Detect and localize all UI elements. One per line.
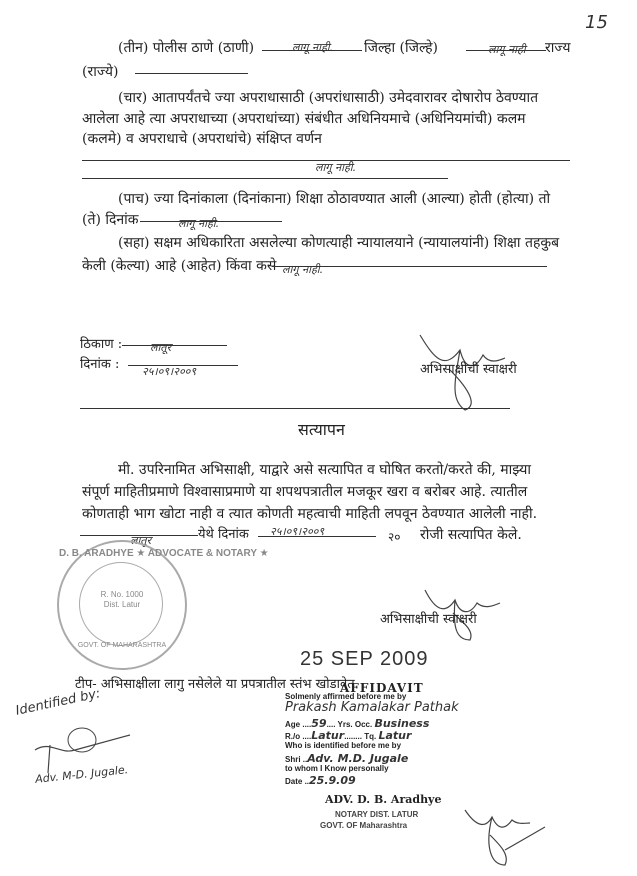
affidavit-title: AFFIDAVIT	[340, 681, 424, 695]
place-label: ठिकाण :	[80, 337, 123, 352]
item3-label: (तीन) पोलीस ठाणे (ठाणी)	[118, 40, 255, 56]
signature-mark-3	[460, 805, 550, 870]
identifier-name: Adv. M-D. Jugale.	[34, 763, 129, 786]
age-value: 59	[311, 717, 327, 730]
year-prefix: २०	[388, 530, 401, 544]
tq-value: Latur	[378, 729, 412, 742]
date-value: २५।०९।२००९	[142, 365, 197, 378]
item4-value: लागू नाही.	[315, 161, 357, 174]
state-label2: (राज्ये)	[82, 64, 119, 80]
item6-value: लागू नाही.	[282, 263, 324, 276]
item4-rule2	[82, 178, 448, 179]
verification-line: संपूर्ण माहितीप्रमाणे विश्वासाप्रमाणे या शपथपत्रातील मजकूर खरा व बरोबर आहे. त्यातील	[82, 484, 528, 500]
item6-line2: केली (केल्या) आहे (आहेत) किंवा कसे	[82, 258, 277, 274]
seal-reg: R. No. 1000	[100, 590, 144, 599]
verified-label: रोजी सत्यापित केले.	[420, 527, 522, 543]
ro-label: R./o	[285, 732, 301, 741]
here-date-label: येथे दिनांक	[198, 527, 249, 542]
note: टीप- अभिसाक्षीला लागु नसेलेले या प्रपत्रातील स्तंभ खोडावेत.	[75, 677, 359, 692]
shri-value: Adv. M.D. Jugale	[307, 752, 409, 765]
age-label: Age	[285, 720, 301, 729]
notary-line3: GOVT. OF Maharashtra	[320, 821, 408, 830]
tq-label: Tq.	[364, 732, 377, 741]
known-label: to whom I Know personally	[285, 764, 389, 773]
place-value: लातूर	[150, 341, 172, 354]
verify-date-value: २५।०९।२००९	[270, 525, 325, 538]
affirmed-label: Solmenly affirmed before me by	[285, 692, 407, 701]
notary-name: ADV. D. B. Aradhye	[325, 793, 442, 806]
seal-outer-text: D. B. ARADHYE ★ ADVOCATE & NOTARY ★	[59, 548, 269, 559]
state-label: राज्य	[545, 40, 571, 56]
signature-label-2: अभिसाक्षीची स्वाक्षरी	[380, 612, 477, 627]
state-rule	[135, 73, 248, 74]
seal-dist: Dist. Latur	[103, 600, 141, 609]
date-stamp: 25 SEP 2009	[300, 648, 429, 670]
shri-label: Shri	[285, 755, 301, 764]
police-value: लागू नाही.	[292, 41, 334, 54]
item6-line1: (सहा) सक्षम अधिकारिता असलेल्या कोणत्याही न्यायालयाने (न्यायालयांनी) शिक्षा तहकुब	[118, 235, 560, 251]
verification-line: मी. उपरिनामित अभिसाक्षी, याद्वारे असे सत्यापित व घोषित करतो/करते की, माझ्या	[118, 462, 531, 478]
item5-value: लागू नाही.	[178, 217, 220, 230]
notary-line2: NOTARY DIST. LATUR	[335, 810, 419, 819]
occ-value: Business	[374, 717, 430, 730]
item4-line: (चार) आतापर्यंतचे ज्या अपराधासाठी (अपरांधासाठी) उमेदवारावर दोषारोप ठेवण्यात	[118, 90, 539, 106]
shri-row: Shri ..Adv. M.D. Jugale	[285, 752, 409, 765]
page-number: 15	[585, 12, 608, 33]
item4-line: (कलमे) व अपराधाचे (अपराधांचे) संक्षिप्त वर्णन	[82, 131, 322, 147]
district-label: जिल्हा (जिल्हे)	[364, 40, 438, 56]
seal-inner-text: GOVT. OF MAHARASHTRA	[77, 642, 167, 649]
aff-date-row: Date ..25.9.09	[285, 774, 356, 787]
item5-line2: (ते) दिनांक	[82, 212, 139, 228]
district-value: लागू नाही	[488, 43, 526, 56]
ro-value: Latur	[311, 729, 345, 742]
identified-by-label: Identified by:	[14, 686, 102, 719]
item5-line1: (पाच) ज्या दिनांकाला (दिनांकाना) शिक्षा ठोठावण्यात आली (आल्या) होती (होत्या) तो	[118, 191, 551, 207]
verification-title: सत्यापन	[298, 420, 345, 439]
ro-row: R./o ....Latur........ Tq. Latur	[285, 729, 412, 742]
affiant-name: Prakash Kamalakar Pathak	[285, 700, 459, 715]
notary-seal	[57, 540, 269, 670]
age-row: Age ....59.... Yrs. Occ. Business	[285, 717, 430, 730]
section-divider	[80, 408, 510, 409]
verify-place-value: लातूर	[130, 534, 152, 547]
verification-line: कोणताही भाग खोटा नाही व त्यात कोणती महत्वाची माहिती लपवून ठेवण्यात आलेली नाही.	[82, 506, 538, 522]
aff-date-value: 25.9.09	[309, 774, 356, 787]
item4-line: आलेला आहे त्या अपराधाच्या (अपराधांच्या) संबंधीत अधिनियमाचे (अधिनियमांची) कलम	[82, 111, 526, 127]
date-label: दिनांक :	[80, 357, 120, 372]
signature-label: अभिसाक्षीची स्वाक्षरी	[420, 362, 517, 377]
occ-label: Yrs. Occ.	[337, 720, 373, 729]
identified-label: Who is identified before me by	[285, 741, 402, 750]
aff-date-label: Date	[285, 777, 303, 786]
place-rule	[122, 345, 227, 346]
